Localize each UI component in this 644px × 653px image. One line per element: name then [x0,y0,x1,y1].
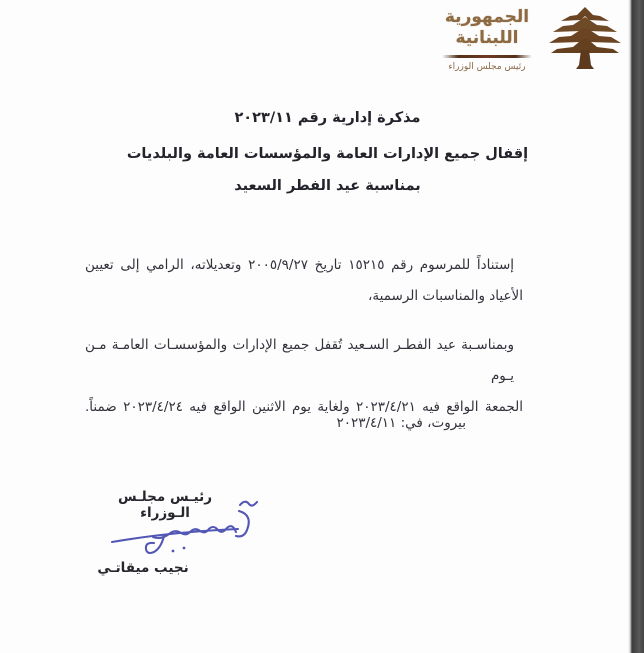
scanner-edge-strip [628,0,644,653]
republic-name-line1: الجمهورية [444,7,530,27]
memo-number-title: مذكرة إدارية رقم ٢٠٢٣/١١ [234,110,421,126]
emblem-text-block [436,7,538,72]
place-date-line: بيروت، في: ٢٠٢٣/٤/١١ [336,415,466,431]
emblem-divider [442,55,532,58]
body-line: إستناداً للمرسوم رقم ١٥٢١٥ تاريخ ٢٠٠٥/٩/٢٧ وتعديلاته، الرامي إلى تعيين [85,257,515,273]
memo-subject-line2: بمناسبة عيد الفطر السعيد [234,178,421,194]
body-line: الجمعة الواقع فيه ٢٠٢٣/٤/٢١ ولغاية يوم الاثنين الواقع فيه ٢٠٢٣/٤/٢٤ ضمناً. [85,399,523,415]
body-line: وبمناسـبة عيد الفطـر السـعيد تُقفل جميع الإدارات والمؤسسـات العامـة مـن يـوم [85,337,514,384]
prime-minister-office-label: رئيس مجلس الوزراء [448,62,526,72]
lebanese-cedar-icon [547,6,623,70]
paragraph-legal-basis [85,250,523,312]
republic-name-line2: اللبنانية [455,28,519,48]
body-line: الأعياد والمناسبات الرسمية، [368,288,523,304]
signatory-title: رئيـس مجلـس الـوزراء [117,489,213,521]
signature-ink-icon [90,496,265,562]
paragraph-closure-dates [85,330,523,423]
signatory-name: نجيب ميقاتـي [97,560,189,576]
memo-subject-line1: إقفال جميع الإدارات العامة والمؤسسات العامة والبلديات [126,146,529,162]
